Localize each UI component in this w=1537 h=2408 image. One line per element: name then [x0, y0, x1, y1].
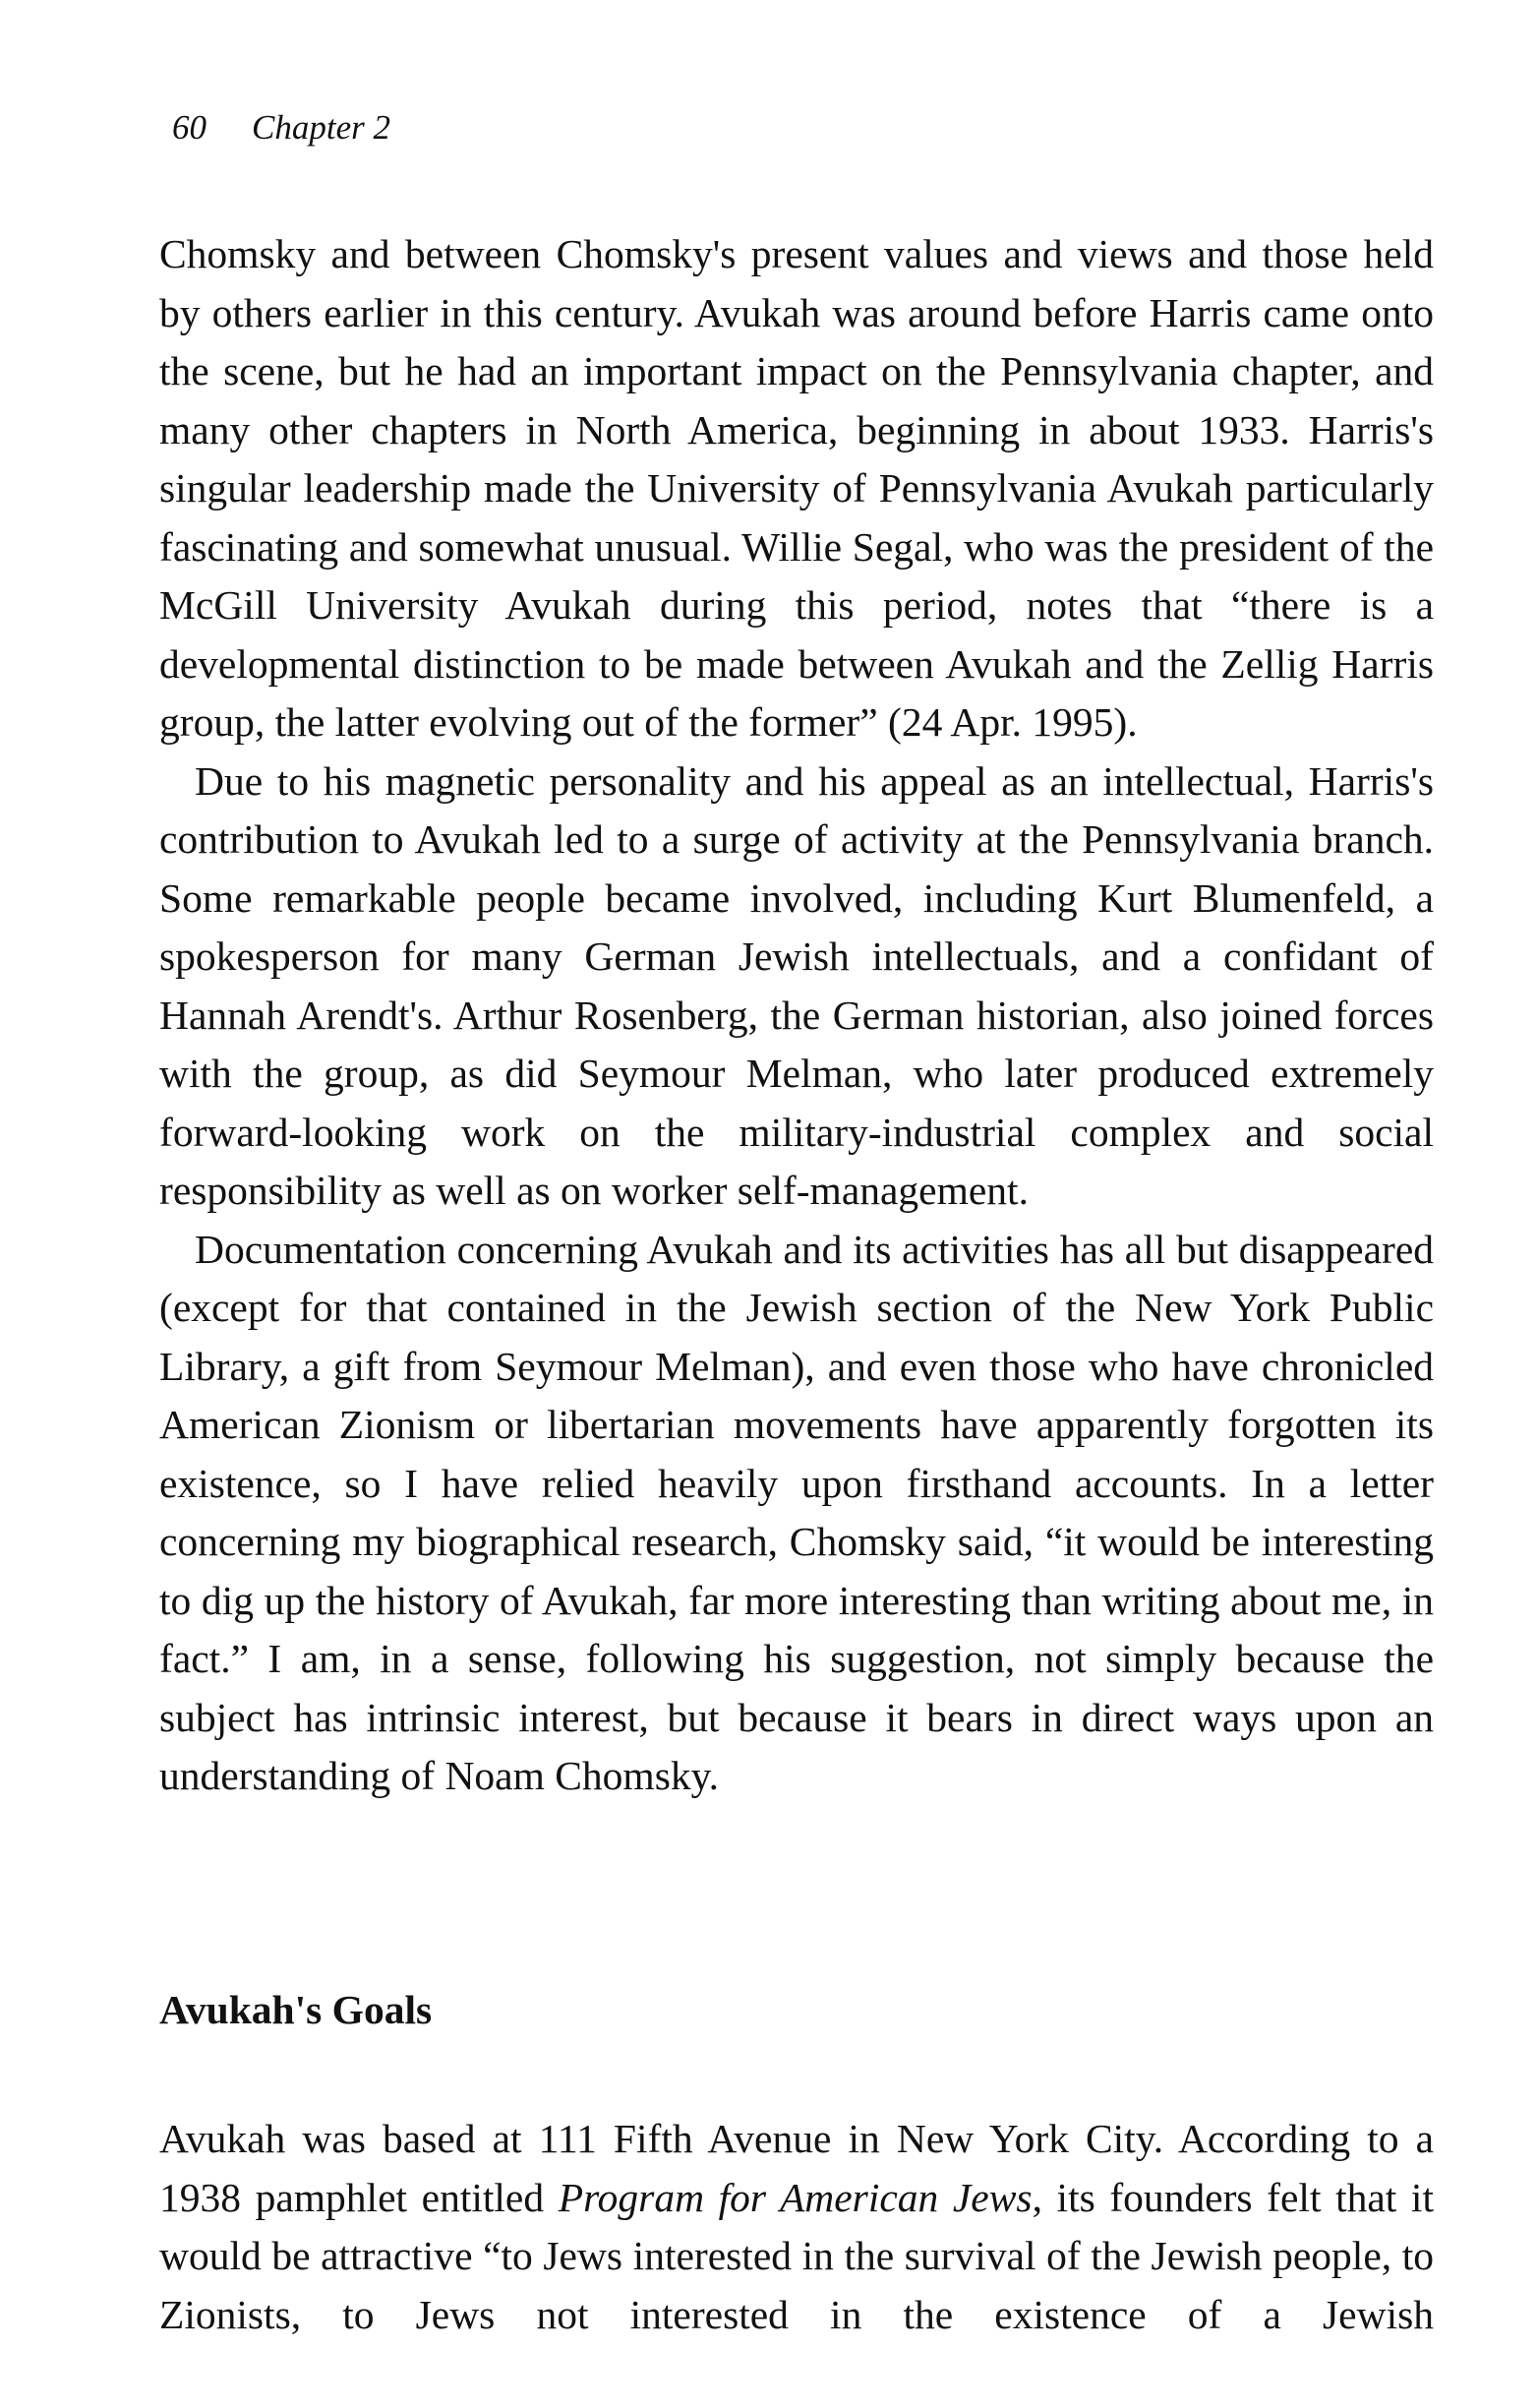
section-heading: Avukah's Goals — [159, 1987, 433, 2032]
body-text — [159, 225, 1434, 1806]
running-header — [172, 110, 390, 145]
running-title: Chapter 2 — [252, 108, 390, 147]
paragraph-text-after-title: , its founders felt that it would be attractive “to Jews interested in the survival of the Jewish people, to Zionists, to Jews not interested in the existence of a Jewish — [159, 2174, 1434, 2337]
page-number: 60 — [172, 108, 207, 147]
paragraph-harris-contribution: Due to his magnetic personality and his appeal as an intellectual, Harris's contribution to Avukah led to a surge of activity at the Pennsylvania branch. Some remarkable people became involved, including Kurt Blumenfeld, a spokesperson for many German Jewish intellectuals, and a confidant of Hannah Arendt's. Arthur Rosenberg, the German historian, also joined forces with the group, as did Seymour Melman, who later produced extremely forward-looking work on the military-industrial complex and social responsibility as well as on worker self-management. — [159, 757, 1434, 1213]
paragraph-avukah-goals — [159, 2110, 1434, 2344]
section-body-text — [159, 2110, 1434, 2344]
paragraph-continuation: Chomsky and between Chomsky's present values and views and those held by others earlier in this century. Avukah was around before Harris came onto the scene, but he had an important impact on the Pennsylvania chapter, and many other chapters in North America, beginning in about 1933. Harris's singular leadership made the University of Pennsylvania Avukah particularly fascinating and somewhat unusual. Willie Segal, who was the president of the McGill University Avukah during this period, notes that “there is a developmental distinction to be made between Avukah and the Zellig Harris group, the latter evolving out of the former” (24 Apr. 1995). — [159, 231, 1434, 745]
paragraph-documentation: Documentation concerning Avukah and its activities has all but disappeared (except for that contained in the Jewish section of the New York Public Library, a gift from Seymour Melman), and even those who have chronicled American Zionism or libertarian movements have apparently forgotten its existence, so I have relied heavily upon firsthand accounts. In a letter concerning my biographical research, Chomsky said, “it would be interesting to dig up the history of Avukah, far more interesting than writing about me, in fact.” I am, in a sense, following his suggestion, not simply because the subject has intrinsic interest, but because it bears in direct ways upon an understanding of Noam Chomsky. — [159, 1226, 1434, 1798]
paragraph-text-before-title: Avukah was based at 111 Fifth Avenue in New York City. According to a 1938 pamphlet entitled — [159, 2116, 1434, 2220]
pamphlet-title: Program for American Jews — [558, 2174, 1033, 2220]
